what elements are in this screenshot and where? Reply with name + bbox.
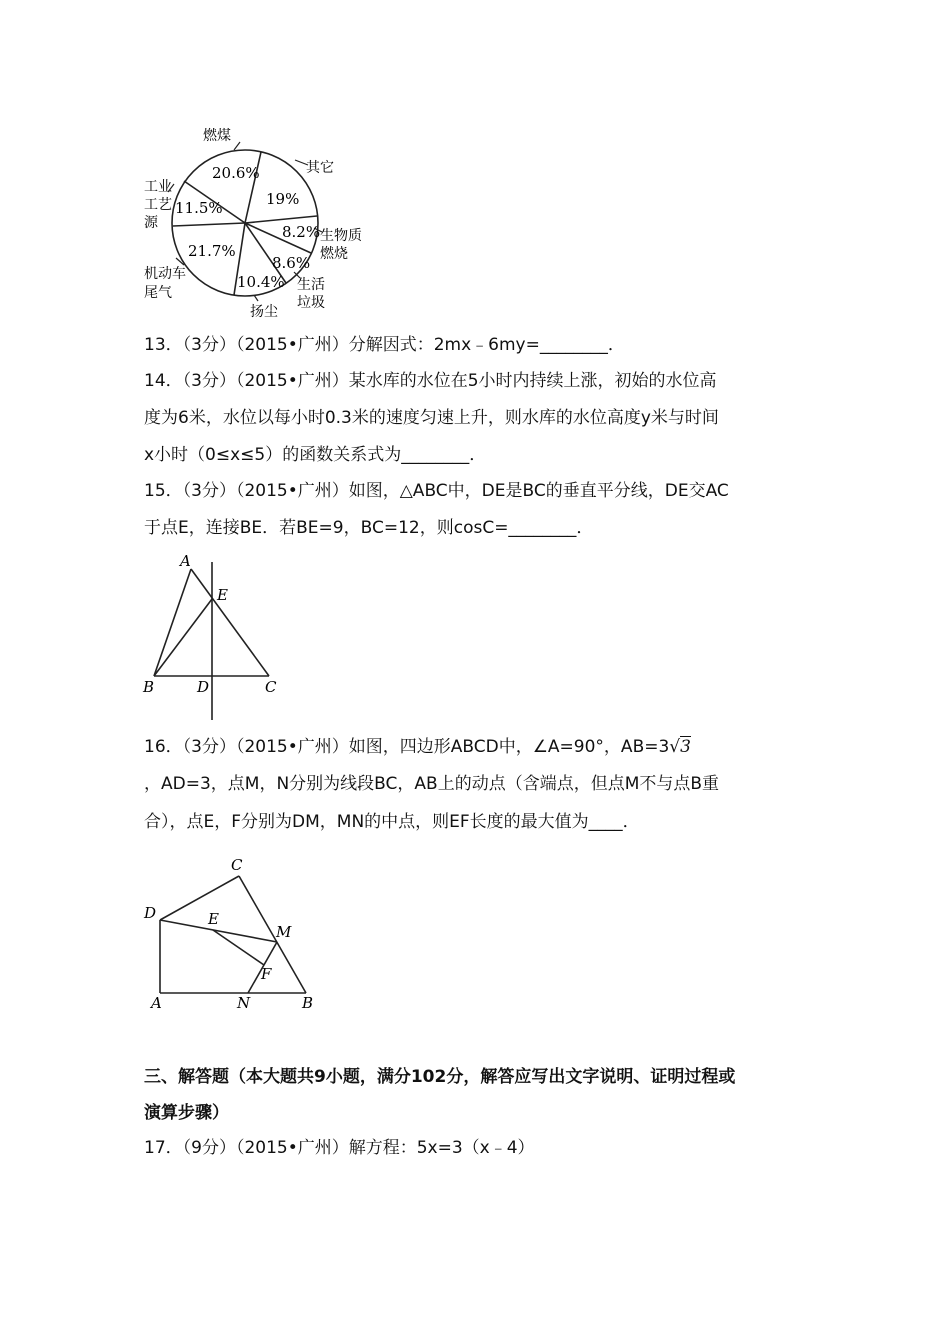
label-E: E bbox=[217, 586, 228, 604]
sqrt-radicand: 3 bbox=[680, 737, 691, 757]
pie-label-dust: 扬尘 bbox=[250, 304, 278, 320]
pie-label-industry-2: 工艺 bbox=[144, 197, 172, 213]
figure-16-quadrilateral bbox=[140, 850, 330, 1015]
figure-15-triangle bbox=[138, 552, 288, 724]
label-C: C bbox=[231, 856, 243, 874]
pie-label-industry-1: 工业 bbox=[144, 179, 172, 195]
label-N: N bbox=[237, 994, 251, 1012]
segment-CB bbox=[239, 876, 306, 993]
question-16-line-1 bbox=[144, 735, 691, 759]
segment-DC bbox=[160, 876, 239, 920]
pie-label-garbage-1: 生活 bbox=[297, 277, 325, 293]
question-14-line-3: x小时（0≤x≤5）的函数关系式为________． bbox=[144, 445, 487, 465]
segment-BE bbox=[154, 599, 212, 676]
sqrt-symbol: √ bbox=[669, 737, 681, 757]
pie-pct-industry: 11.5% bbox=[175, 199, 223, 217]
pie-divider-other-biomass bbox=[245, 216, 317, 223]
pie-pct-coal: 20.6% bbox=[212, 164, 260, 182]
pie-chart-figure bbox=[140, 120, 370, 320]
label-C: C bbox=[265, 678, 277, 696]
pie-label-vehicle-2: 尾气 bbox=[144, 285, 172, 301]
pie-pct-vehicle: 21.7% bbox=[188, 242, 236, 260]
question-16-text: 16．（3分）（2015•广州）如图，四边形ABCD中，∠A=90°，AB=3 bbox=[144, 737, 670, 757]
label-D: D bbox=[144, 904, 157, 922]
section-3-heading-line-2: 演算步骤） bbox=[144, 1103, 229, 1123]
pie-pct-biomass: 8.2% bbox=[282, 223, 321, 241]
pie-divider-coal-other bbox=[245, 152, 261, 223]
pie-pct-garbage: 8.6% bbox=[272, 254, 311, 272]
label-E: E bbox=[208, 910, 219, 928]
pie-pointer-coal bbox=[234, 142, 240, 150]
pie-label-coal: 燃煤 bbox=[203, 128, 231, 144]
question-15-line-2: 于点E，连接BE．若BE=9，BC=12，则cosC=________． bbox=[144, 518, 594, 538]
segment-AB bbox=[154, 569, 191, 676]
pie-pct-dust: 10.4% bbox=[237, 273, 285, 291]
label-B: B bbox=[302, 994, 314, 1012]
label-A: A bbox=[151, 994, 162, 1012]
pie-label-biomass-2: 燃烧 bbox=[320, 246, 348, 262]
label-F: F bbox=[261, 965, 272, 983]
pie-divider-vehicle-industry bbox=[173, 223, 245, 226]
question-16-line-2: ，AD=3，点M，N分别为线段BC，AB上的动点（含端点，但点M不与点B重 bbox=[144, 774, 720, 794]
label-M: M bbox=[276, 923, 292, 941]
section-3-heading-line-1: 三、解答题（本大题共9小题，满分102分，解答应写出文字说明、证明过程或 bbox=[144, 1067, 736, 1087]
pie-label-other: 其它 bbox=[306, 160, 334, 176]
label-B: B bbox=[143, 678, 155, 696]
pie-pct-other: 19% bbox=[266, 190, 300, 208]
question-14-line-2: 度为6米，水位以每小时0.3米的速度匀速上升，则水库的水位高度y米与时间 bbox=[144, 408, 719, 428]
pie-label-biomass-1: 生物质 bbox=[320, 228, 362, 244]
question-13: 13．（3分）（2015•广州）分解因式：2mx﹣6my=________． bbox=[144, 335, 625, 355]
question-17: 17．（9分）（2015•广州）解方程：5x=3（x﹣4） bbox=[144, 1138, 535, 1158]
question-15-line-1: 15．（3分）（2015•广州）如图，△ABC中，DE是BC的垂直平分线，DE交AC bbox=[144, 481, 729, 501]
pie-label-garbage-2: 垃圾 bbox=[297, 295, 325, 311]
label-D: D bbox=[197, 678, 210, 696]
pie-label-vehicle-1: 机动车 bbox=[144, 266, 186, 282]
question-16-line-3: 合），点E，F分别为DM，MN的中点，则EF长度的最大值为____． bbox=[144, 812, 640, 832]
segment-AC bbox=[191, 569, 269, 676]
label-A: A bbox=[180, 552, 191, 570]
pie-label-industry-3: 源 bbox=[144, 215, 158, 231]
question-14-line-1: 14．（3分）（2015•广州）某水库的水位在5小时内持续上涨，初始的水位高 bbox=[144, 371, 717, 391]
